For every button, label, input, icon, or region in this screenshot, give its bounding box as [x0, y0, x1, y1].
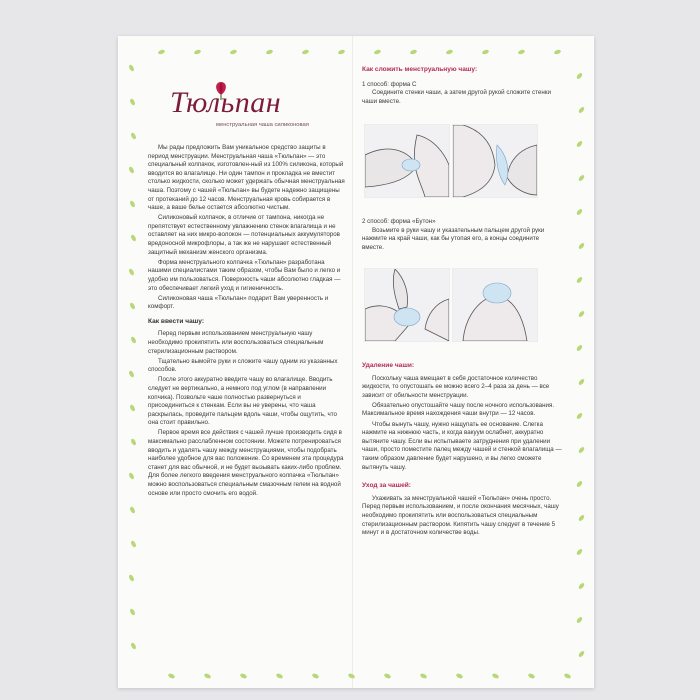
leaf-decoration: [129, 98, 136, 106]
leaf-decoration: [129, 506, 136, 514]
hand-fold-icon: [365, 125, 449, 197]
hand-fold-icon: [453, 269, 537, 341]
leaf-decoration: [129, 200, 136, 208]
leaf-decoration: [130, 132, 137, 140]
remove-heading: Удаление чаши:: [362, 362, 415, 369]
leaf-decoration: [554, 49, 562, 55]
fold-c-photo-1: [364, 124, 450, 198]
leaf-decoration: [130, 642, 137, 650]
leaf-decoration: [578, 446, 586, 454]
care-heading: Уход за чашей:: [362, 482, 411, 490]
intro-paragraph: Силиконовый колпачок, в отличие от тампона, никогда не препятствует естественному увлажнению стенок влагалища и не оставляет на них микро-волокон — потенциальных аккумуляторов вредоносной микрофлоры, а так же не нарушает естественный защитный механизм женского организма.: [148, 214, 340, 256]
method2-title: 2 способ: форма «Бутон»: [362, 218, 436, 225]
leaf-decoration: [194, 49, 202, 55]
leaf-decoration: [347, 673, 355, 680]
insert-heading: Как ввести чашу:: [148, 317, 205, 325]
leaf-decoration: [230, 49, 238, 55]
leaf-decoration: [130, 438, 137, 446]
remove-paragraph: Чтобы вынуть чашу, нужно нащупать ее основание. Слегка нажмите на нижнюю часть, и когда вакуум ослабнет, аккуратно вытяните чашу. Если вы испытываете затруднения при удалении чаши, просто поместите палец между чашей и стенкой влагалища — таким образом давление будет нарушено, и вы легко сможете вытянуть чашу.: [362, 420, 562, 471]
leaf-decoration: [338, 49, 346, 55]
leaf-decoration: [275, 673, 283, 680]
leaf-decoration: [446, 49, 454, 55]
leaf-decoration: [576, 276, 584, 284]
leaf-decoration: [130, 336, 137, 344]
leaf-decoration: [563, 673, 571, 680]
leaf-decoration: [128, 370, 135, 378]
fold-heading: Как сложить менструальную чашу:: [362, 66, 478, 73]
remove-paragraph: Обязательно опустошайте чашу после ночного использования. Максимальное время нахождения чаши внутри — 12 часов.: [362, 401, 555, 418]
leaf-decoration: [419, 673, 427, 680]
leaf-decoration: [576, 72, 584, 80]
leaf-decoration: [576, 140, 584, 148]
remove-section: [362, 356, 562, 539]
brand-logo: [166, 78, 346, 140]
leaf-decoration: [128, 574, 135, 582]
brand-tagline: менструальная чаша силиконовая: [216, 122, 309, 128]
fold-bud-photo-2: [452, 268, 538, 342]
leaf-decoration: [578, 582, 586, 590]
leaf-decoration: [129, 302, 136, 310]
care-paragraph: Ухаживать за менструальной чашей «Тюльпан» очень просто. Перед первым использованием, и после окончания месячных, чашу необходимо прокипятить или воспользоваться специальным стерилизационным раствором. Кипятить чашу следует в течение 5 минут и в достаточном количестве воды.: [362, 494, 559, 537]
fold-line: [352, 36, 353, 688]
leaf-decoration: [455, 673, 463, 680]
leaf-decoration: [576, 412, 584, 420]
intro-paragraph: Силиконовая чаша «Тюльпан» подарит Вам уверенность и комфорт.: [148, 294, 329, 311]
leaf-decoration: [266, 49, 274, 55]
insert-paragraph: Тщательно вымойте руки и сложите чашу одним из указанных способов.: [148, 357, 338, 374]
leaf-decoration: [576, 208, 584, 216]
leaf-decoration: [129, 608, 136, 616]
remove-paragraph: Поскольку чаша вмещает в себя достаточное количество жидкости, то опустошать ее можно всего 2–4 раза за день — все зависит от обильности менструации.: [362, 374, 550, 399]
instruction-leaflet: [118, 36, 594, 688]
leaf-decoration: [576, 616, 584, 624]
leaf-decoration: [576, 344, 584, 352]
leaf-decoration: [128, 166, 135, 174]
leaf-decoration: [491, 673, 499, 680]
insert-paragraph: Перед первым использованием менструальную чашу необходимо прокипятить или воспользоваться специальным стерилизационным раствором.: [148, 330, 324, 355]
leaf-decoration: [410, 49, 418, 55]
leaf-decoration: [383, 673, 391, 680]
leaf-decoration: [578, 514, 586, 522]
leaf-decoration: [576, 480, 584, 488]
leaf-decoration: [167, 673, 175, 680]
leaf-decoration: [128, 64, 135, 72]
fold-c-photo-2: [452, 124, 538, 198]
insert-paragraph: Первое время все действия с чашей лучше производить сидя в максимально расслабленном состоянии. Можете потренироваться вводить и удалять чашу между менструациями, чтобы подобрать наиболее удобное для вас положение. Со временем эта процедура станет для вас обычной, и не будет вызывать каких-либо проблем. Для более легкого введения менструального колпачка «Тюльпан» можно воспользоваться специальным смазочным гелем на водной основе или просто смочить его водой.: [148, 429, 344, 497]
leaf-decoration: [576, 548, 584, 556]
hand-fold-icon: [365, 269, 449, 341]
leaf-decoration: [130, 234, 137, 242]
insert-paragraph: После этого аккуратно введите чашу во влагалище. Вводить следует не вертикально, а немного под углом (в направлении копчика). Позвольте чаше полностью развернуться и присоединиться к стенкам. Если вы не уверены, что чаша раскрылась, проведите пальцем вдоль чаши, чтобы ощутить, что она стоит правильно.: [148, 376, 337, 427]
leaf-decoration: [129, 404, 136, 412]
brand-name: Тюльпан: [170, 86, 282, 119]
leaf-decoration: [518, 49, 526, 55]
intro-paragraph: Форма менструального колпачка «Тюльпан» разработана нашими специалистами таким образом, чтобы Вам было и легко и удобно им пользоваться. Поверхность чаши абсолютно гладкая — это обеспечивает легкий уход и гигиеничность.: [148, 258, 341, 292]
left-column: [148, 144, 346, 500]
leaf-decoration: [128, 472, 135, 480]
intro-paragraph: Мы рады предложить Вам уникальное средство защиты в период менструации. Менструальная чаша «Тюльпан» — это специальный колпачок, изготовлен-ный из 100% силикона, который вводится во влагалище. Ни один тампон и прокладка не вместит столько жидкости, сколько может удержать обычная менструальная чаша. Поэтому с чашей «Тюльпан» вы будете надежно защищены от протеканий до 12 часов. Менструальная кровь собирается в чаше, а ваше белье остается абсолютно чистым.: [148, 144, 345, 212]
leaf-decoration: [578, 310, 586, 318]
fold-bud-photo-1: [364, 268, 450, 342]
leaf-decoration: [239, 673, 247, 680]
leaf-decoration: [578, 378, 586, 386]
leaf-decoration: [578, 650, 586, 658]
method2-text: Возьмите в руки чашу и указательным пальцем другой руки нажмите на край чаши, как бы утопая его, а концы соедините вместе.: [362, 226, 545, 251]
method2-block: [362, 218, 562, 254]
fold-section: [362, 66, 562, 108]
leaf-decoration: [203, 673, 211, 680]
leaf-decoration: [302, 49, 310, 55]
leaf-decoration: [578, 242, 586, 250]
leaf-decoration: [527, 673, 535, 680]
method1-text: Соедините стенки чаши, а затем другой рукой сложите стенки чаши вместе.: [362, 89, 551, 105]
hand-fold-icon: [453, 125, 537, 197]
leaf-decoration: [311, 673, 319, 680]
leaf-decoration: [482, 49, 490, 55]
leaf-decoration: [130, 540, 137, 548]
leaf-decoration: [578, 106, 586, 114]
method1-title: 1 способ: форма С: [362, 80, 417, 88]
leaf-decoration: [158, 49, 166, 55]
leaf-decoration: [128, 268, 135, 276]
leaf-decoration: [578, 174, 586, 182]
leaf-decoration: [374, 49, 382, 55]
